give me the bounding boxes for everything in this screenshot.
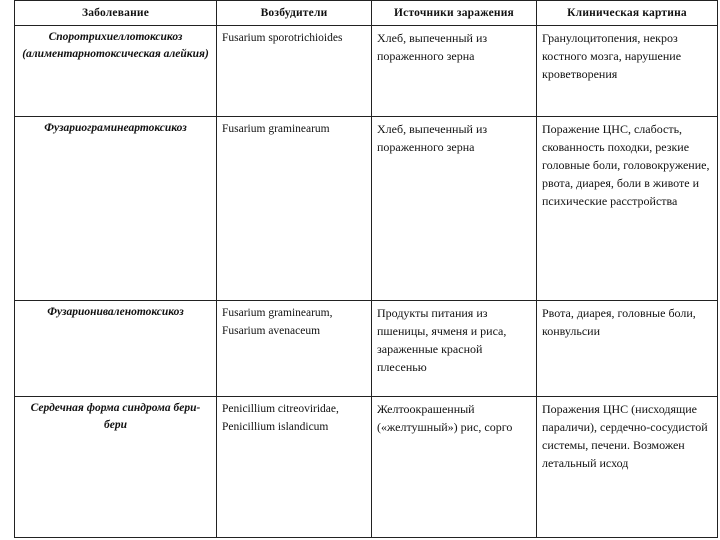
pathogens-cell: Fusarium graminearum, Fusarium avenaceum <box>217 301 372 397</box>
mycotoxicoses-table <box>14 0 718 538</box>
sources-cell: Хлеб, выпеченный из пораженного зерна <box>372 117 537 301</box>
pathogens-cell: Penicillium citreoviridae, Penicillium islandicum <box>217 397 372 538</box>
clinical-cell: Поражение ЦНС, слабость, скованность походки, резкие головные боли, головокружение, рвота, диарея, боли в животе и психические расстройства <box>537 117 718 301</box>
disease-cell: Фузариограминеартоксикоз <box>15 117 217 301</box>
table-row <box>15 117 718 301</box>
disease-cell: Фузариониваленотоксикоз <box>15 301 217 397</box>
clinical-cell: Рвота, диарея, головные боли, конвульсии <box>537 301 718 397</box>
sources-cell: Желтоокрашенный («желтушный») рис, сорго <box>372 397 537 538</box>
clinical-cell: Гранулоцитопения, некроз костного мозга, нарушение кроветворения <box>537 26 718 117</box>
header-disease: Заболевание <box>15 1 217 26</box>
disease-cell: Сердечная форма синдрома бери-бери <box>15 397 217 538</box>
table-header <box>15 1 718 26</box>
table-body <box>15 26 718 538</box>
disease-cell: Споротрихиеллотоксикоз (алиментарнотоксическая алейкия) <box>15 26 217 117</box>
sources-cell: Хлеб, выпеченный из пораженного зерна <box>372 26 537 117</box>
table-row <box>15 397 718 538</box>
header-sources: Источники заражения <box>372 1 537 26</box>
sources-cell: Продукты питания из пшеницы, ячменя и риса, зараженные красной плесенью <box>372 301 537 397</box>
pathogens-cell: Fusarium sporotrichioides <box>217 26 372 117</box>
table-row <box>15 301 718 397</box>
clinical-cell: Поражения ЦНС (нисходящие параличи), сердечно-сосудистой системы, печени. Возможен летальный исход <box>537 397 718 538</box>
header-clinical: Клиническая картина <box>537 1 718 26</box>
header-row <box>15 1 718 26</box>
table-row <box>15 26 718 117</box>
pathogens-cell: Fusarium graminearum <box>217 117 372 301</box>
header-pathogens: Возбудители <box>217 1 372 26</box>
